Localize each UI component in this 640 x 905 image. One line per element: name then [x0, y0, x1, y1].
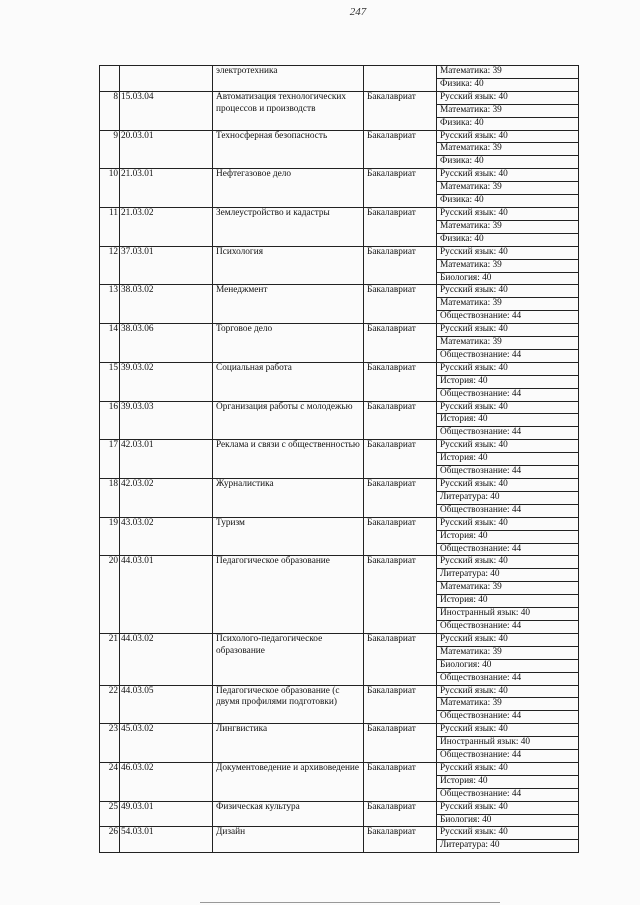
- exam-requirement: История: 40: [437, 375, 579, 388]
- table-row: [100, 169, 579, 182]
- exam-requirement: Русский язык: 40: [437, 685, 579, 698]
- exam-requirement: История: 40: [437, 775, 579, 788]
- exam-requirement: Математика: 39: [437, 298, 579, 311]
- exam-requirement: Литература: 40: [437, 569, 579, 582]
- program-name: Дизайн: [213, 827, 364, 853]
- row-number: 20: [100, 556, 120, 633]
- program-name: Туризм: [213, 517, 364, 556]
- program-code: 38.03.06: [120, 324, 213, 363]
- education-level: Бакалавриат: [364, 246, 437, 285]
- row-number: 19: [100, 517, 120, 556]
- exam-requirement: Русский язык: 40: [437, 91, 579, 104]
- row-number: 24: [100, 762, 120, 801]
- program-code: 45.03.02: [120, 724, 213, 763]
- exam-requirement: Обществознание: 44: [437, 672, 579, 685]
- education-level: Бакалавриат: [364, 801, 437, 827]
- table-row: [100, 479, 579, 492]
- program-name: Автоматизация технологических процессов и производств: [213, 91, 364, 130]
- row-number: 15: [100, 362, 120, 401]
- exam-requirement: Математика: 39: [437, 104, 579, 117]
- education-level: Бакалавриат: [364, 130, 437, 169]
- program-name: Торговое дело: [213, 324, 364, 363]
- row-number: [100, 66, 120, 92]
- exam-requirement: Русский язык: 40: [437, 169, 579, 182]
- table-row: [100, 91, 579, 104]
- exam-requirement: Математика: 39: [437, 220, 579, 233]
- exam-requirement: Русский язык: 40: [437, 633, 579, 646]
- exam-requirement: Обществознание: 44: [437, 711, 579, 724]
- education-level: Бакалавриат: [364, 401, 437, 440]
- program-name: Нефтегазовое дело: [213, 169, 364, 208]
- education-level: Бакалавриат: [364, 724, 437, 763]
- program-name: Педагогическое образование: [213, 556, 364, 633]
- exam-requirement: Математика: 39: [437, 337, 579, 350]
- program-code: 42.03.02: [120, 479, 213, 518]
- exam-requirement: Русский язык: 40: [437, 479, 579, 492]
- table-row: [100, 285, 579, 298]
- program-code: 49.03.01: [120, 801, 213, 827]
- exam-requirement: Физика: 40: [437, 78, 579, 91]
- education-level: Бакалавриат: [364, 440, 437, 479]
- exam-requirement: Биология: 40: [437, 814, 579, 827]
- exam-requirement: Математика: 39: [437, 259, 579, 272]
- program-name: электротехника: [213, 66, 364, 92]
- education-level: Бакалавриат: [364, 633, 437, 685]
- exam-requirement: Литература: 40: [437, 491, 579, 504]
- exam-requirement: Обществознание: 44: [437, 750, 579, 763]
- exam-requirement: Биология: 40: [437, 272, 579, 285]
- exam-requirement: Русский язык: 40: [437, 762, 579, 775]
- exam-requirement: Биология: 40: [437, 659, 579, 672]
- exam-requirement: Обществознание: 44: [437, 788, 579, 801]
- exam-requirement: Русский язык: 40: [437, 362, 579, 375]
- program-code: 39.03.02: [120, 362, 213, 401]
- exam-requirement: Русский язык: 40: [437, 130, 579, 143]
- row-number: 25: [100, 801, 120, 827]
- row-number: 22: [100, 685, 120, 724]
- table-row: [100, 440, 579, 453]
- education-level: Бакалавриат: [364, 169, 437, 208]
- row-number: 21: [100, 633, 120, 685]
- programs-table: [99, 65, 579, 853]
- exam-requirement: История: 40: [437, 414, 579, 427]
- exam-requirement: История: 40: [437, 453, 579, 466]
- program-code: 44.03.05: [120, 685, 213, 724]
- program-code: 21.03.01: [120, 169, 213, 208]
- row-number: 14: [100, 324, 120, 363]
- exam-requirement: Русский язык: 40: [437, 207, 579, 220]
- exam-requirement: Обществознание: 44: [437, 466, 579, 479]
- row-number: 12: [100, 246, 120, 285]
- table-row: [100, 762, 579, 775]
- program-code: 43.03.02: [120, 517, 213, 556]
- exam-requirement: Русский язык: 40: [437, 801, 579, 814]
- exam-requirement: Математика: 39: [437, 182, 579, 195]
- education-level: Бакалавриат: [364, 556, 437, 633]
- row-number: 18: [100, 479, 120, 518]
- program-name: Реклама и связи с общественностью: [213, 440, 364, 479]
- exam-requirement: Русский язык: 40: [437, 724, 579, 737]
- program-name: Педагогическое образование (с двумя профилями подготовки): [213, 685, 364, 724]
- exam-requirement: Математика: 39: [437, 66, 579, 79]
- program-code: 54.03.01: [120, 827, 213, 853]
- exam-requirement: Математика: 39: [437, 698, 579, 711]
- program-code: 46.03.02: [120, 762, 213, 801]
- education-level: Бакалавриат: [364, 762, 437, 801]
- exam-requirement: Иностранный язык: 40: [437, 737, 579, 750]
- exam-requirement: История: 40: [437, 530, 579, 543]
- education-level: Бакалавриат: [364, 91, 437, 130]
- row-number: 9: [100, 130, 120, 169]
- program-code: 38.03.02: [120, 285, 213, 324]
- exam-requirement: Физика: 40: [437, 233, 579, 246]
- bottom-edge-line: [200, 902, 500, 903]
- program-name: Социальная работа: [213, 362, 364, 401]
- table-row: [100, 207, 579, 220]
- program-name: Землеустройство и кадастры: [213, 207, 364, 246]
- program-code: 39.03.03: [120, 401, 213, 440]
- exam-requirement: Физика: 40: [437, 156, 579, 169]
- exam-requirement: Обществознание: 44: [437, 543, 579, 556]
- row-number: 23: [100, 724, 120, 763]
- program-code: 37.03.01: [120, 246, 213, 285]
- table-row: [100, 633, 579, 646]
- table-row: [100, 130, 579, 143]
- exam-requirement: Математика: 39: [437, 646, 579, 659]
- table-row: [100, 246, 579, 259]
- exam-requirement: Русский язык: 40: [437, 440, 579, 453]
- table-row: [100, 801, 579, 814]
- education-level: Бакалавриат: [364, 207, 437, 246]
- education-level: Бакалавриат: [364, 285, 437, 324]
- row-number: 16: [100, 401, 120, 440]
- education-level: Бакалавриат: [364, 362, 437, 401]
- row-number: 17: [100, 440, 120, 479]
- exam-requirement: Обществознание: 44: [437, 620, 579, 633]
- exam-requirement: Русский язык: 40: [437, 827, 579, 840]
- table-row: [100, 685, 579, 698]
- program-name: Психология: [213, 246, 364, 285]
- table-row: [100, 324, 579, 337]
- education-level: Бакалавриат: [364, 517, 437, 556]
- program-name: Физическая культура: [213, 801, 364, 827]
- table-row: [100, 66, 579, 79]
- exam-requirement: Обществознание: 44: [437, 427, 579, 440]
- table-row: [100, 517, 579, 530]
- program-name: Лингвистика: [213, 724, 364, 763]
- education-level: Бакалавриат: [364, 479, 437, 518]
- page-number: 247: [349, 6, 367, 18]
- exam-requirement: Русский язык: 40: [437, 324, 579, 337]
- row-number: 13: [100, 285, 120, 324]
- table-row: [100, 362, 579, 375]
- exam-requirement: Физика: 40: [437, 195, 579, 208]
- table-row: [100, 827, 579, 840]
- exam-requirement: Математика: 39: [437, 582, 579, 595]
- exam-requirement: Русский язык: 40: [437, 401, 579, 414]
- exam-requirement: Русский язык: 40: [437, 246, 579, 259]
- table-row: [100, 401, 579, 414]
- program-name: Техносферная безопасность: [213, 130, 364, 169]
- program-code: 42.03.01: [120, 440, 213, 479]
- program-name: Организация работы с молодежью: [213, 401, 364, 440]
- program-code: 44.03.01: [120, 556, 213, 633]
- exam-requirement: Русский язык: 40: [437, 517, 579, 530]
- program-code: 15.03.04: [120, 91, 213, 130]
- row-number: 10: [100, 169, 120, 208]
- program-code: 20.03.01: [120, 130, 213, 169]
- exam-requirement: Обществознание: 44: [437, 311, 579, 324]
- exam-requirement: Иностранный язык: 40: [437, 608, 579, 621]
- program-name: Документоведение и архивоведение: [213, 762, 364, 801]
- exam-requirement: Физика: 40: [437, 117, 579, 130]
- program-name: Журналистика: [213, 479, 364, 518]
- exam-requirement: История: 40: [437, 595, 579, 608]
- exam-requirement: Обществознание: 44: [437, 349, 579, 362]
- education-level: [364, 66, 437, 92]
- row-number: 11: [100, 207, 120, 246]
- education-level: Бакалавриат: [364, 324, 437, 363]
- program-code: 21.03.02: [120, 207, 213, 246]
- program-name: Психолого-педагогическое образование: [213, 633, 364, 685]
- education-level: Бакалавриат: [364, 827, 437, 853]
- exam-requirement: Русский язык: 40: [437, 556, 579, 569]
- row-number: 26: [100, 827, 120, 853]
- program-name: Менеджмент: [213, 285, 364, 324]
- exam-requirement: Литература: 40: [437, 840, 579, 853]
- program-code: [120, 66, 213, 92]
- programs-table-body: [100, 66, 579, 853]
- program-code: 44.03.02: [120, 633, 213, 685]
- exam-requirement: Математика: 39: [437, 143, 579, 156]
- exam-requirement: Обществознание: 44: [437, 388, 579, 401]
- row-number: 8: [100, 91, 120, 130]
- table-row: [100, 556, 579, 569]
- table-row: [100, 724, 579, 737]
- exam-requirement: Обществознание: 44: [437, 504, 579, 517]
- exam-requirement: Русский язык: 40: [437, 285, 579, 298]
- education-level: Бакалавриат: [364, 685, 437, 724]
